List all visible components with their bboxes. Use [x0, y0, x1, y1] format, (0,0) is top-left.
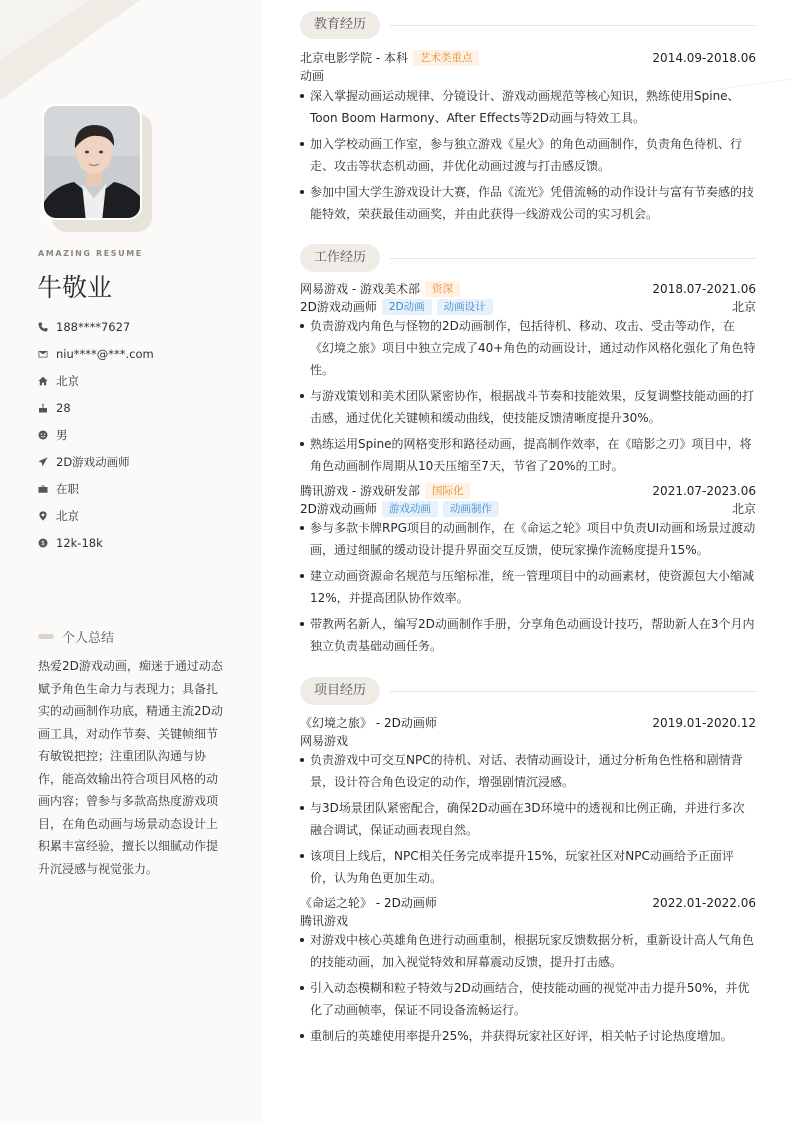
- person-icon: [38, 430, 56, 440]
- list-item: 重制后的英雄使用率提升25%，并获得玩家社区好评，相关帖子讨论热度增加。: [300, 1025, 756, 1047]
- school-badge: 艺术类重点: [413, 50, 480, 66]
- info-age: [38, 394, 248, 421]
- list-item: 负责游戏中可交互NPC的待机、对话、表情动画设计，通过分析角色性格和剧情背景，设计符合角色设定的动作，增强剧情沉浸感。: [300, 749, 756, 793]
- job-2-city: 北京: [731, 502, 756, 516]
- info-salary: [38, 529, 248, 556]
- education-date: 2014.09-2018.06: [652, 50, 756, 65]
- summary-bar-decoration: [38, 634, 54, 639]
- job-2-role-row: [300, 500, 756, 517]
- briefcase-icon: [38, 484, 56, 494]
- list-item: 加入学校动画工作室，参与独立游戏《星火》的角色动画制作，负责角色待机、行走、攻击等状态机动画，并优化动画过渡与打击感反馈。: [300, 133, 756, 177]
- project-2-name: 《命运之轮》 - 2D动画师: [300, 896, 437, 910]
- info-phone: [38, 313, 248, 340]
- project-1-org: 网易游戏: [300, 734, 349, 748]
- job-1-role-row: [300, 298, 756, 315]
- list-item: 负责游戏内角色与怪物的2D动画制作，包括待机、移动、攻击、受击等动作，在《幻境之旅》项目中独立完成了40+角色的动画设计，通过动作风格化强化了角色特性。: [300, 315, 756, 381]
- project-2-bullets: [300, 929, 756, 1051]
- project-2-org: 腾讯游戏: [300, 914, 349, 928]
- list-item: 深入掌握动画运动规律、分镜设计、游戏动画规范等核心知识，熟练使用Spine、Toon Boom Harmony、After Effects等2D动画与特效工具。: [300, 85, 756, 129]
- info-gender: [38, 421, 248, 448]
- project-1-org-row: [300, 732, 756, 749]
- project-1-bullets: [300, 749, 756, 893]
- job-1-city: 北京: [731, 300, 756, 314]
- job-2-tag: 动画制作: [443, 501, 499, 517]
- job-1-tag: 2D动画: [382, 299, 432, 315]
- sidebar: [0, 0, 262, 1123]
- list-item: 引入动态模糊和粒子特效与2D动画结合，使技能动画的视觉冲击力提升50%，并优化了动画帧率，保证不同设备流畅运行。: [300, 977, 756, 1021]
- resume-tagline: AMAZING RESUME: [38, 249, 143, 258]
- job-2-company: 腾讯游戏 - 游戏研发部: [300, 484, 420, 498]
- summary-header: [38, 627, 114, 646]
- info-status: [38, 475, 248, 502]
- status-text: 在职: [56, 481, 79, 496]
- salary-text: 12k-18k: [56, 535, 103, 550]
- job-2-date: 2021.07-2023.06: [652, 483, 756, 498]
- work-section-header: [300, 244, 756, 272]
- section-divider: [390, 691, 756, 692]
- education-major-row: [300, 67, 756, 84]
- list-item: 该项目上线后，NPC相关任务完成率提升15%，玩家社区对NPC动画给予正面评价，认为角色更加生动。: [300, 845, 756, 889]
- age-text: 28: [56, 400, 71, 415]
- job-2-bullets: [300, 517, 756, 661]
- projects-section-header: [300, 677, 756, 705]
- list-item: 与3D场景团队紧密配合，确保2D动画在3D环境中的透视和比例正确，并进行多次融合调试，保证动画表现自然。: [300, 797, 756, 841]
- school-name: 北京电影学院 - 本科: [300, 51, 408, 65]
- job-2-role: 2D游戏动画师: [300, 502, 377, 516]
- section-divider: [390, 258, 756, 259]
- info-email: [38, 340, 248, 367]
- email-text: niu****@***.com: [56, 346, 154, 361]
- job-1-bullets: [300, 315, 756, 481]
- corner-decoration-inner: [0, 0, 90, 60]
- job-2-row: [300, 482, 756, 499]
- phone-icon: [38, 322, 56, 332]
- summary-title: 个人总结: [62, 631, 115, 646]
- list-item: 参与多款卡牌RPG项目的动画制作，在《命运之轮》项目中负责UI动画和场景过渡动画，通过细腻的缓动设计提升界面交互反馈，使玩家操作流畅度提升15%。: [300, 517, 756, 561]
- phone-text: 188****7627: [56, 319, 131, 334]
- list-item: 熟练运用Spine的网格变形和路径动画，提高制作效率，在《暗影之刃》项目中，将角色动画制作周期从10天压缩至7天，节省了20%的工时。: [300, 433, 756, 477]
- mail-icon: [38, 349, 56, 359]
- project-1-date: 2019.01-2020.12: [652, 715, 756, 730]
- location-pin-icon: [38, 511, 56, 521]
- project-1-name: 《幻境之旅》 - 2D动画师: [300, 716, 437, 730]
- personal-info-list: [38, 313, 248, 556]
- svg-text:$: $: [41, 539, 45, 547]
- education-section-title: 教育经历: [300, 11, 380, 39]
- job-1-badge: 资深: [425, 281, 460, 297]
- location-text: 北京: [56, 508, 79, 523]
- candidate-name: 牛敬业: [37, 273, 113, 302]
- list-item: 建立动画资源命名规范与压缩标准，统一管理项目中的动画素材，使资源包大小缩减12%，并提高团队协作效率。: [300, 565, 756, 609]
- position-text: 2D游戏动画师: [56, 454, 130, 469]
- home-icon: [38, 376, 56, 386]
- education-row: [300, 49, 756, 66]
- project-1-row: [300, 714, 756, 731]
- job-1-role: 2D游戏动画师: [300, 300, 377, 314]
- info-hometown: [38, 367, 248, 394]
- job-1-date: 2018.07-2021.06: [652, 281, 756, 296]
- hometown-text: 北京: [56, 373, 79, 388]
- projects-section-title: 项目经历: [300, 677, 380, 705]
- summary-text: 热爱2D游戏动画，痴迷于通过动态赋予角色生命力与表现力；具备扎实的动画制作功底，精通主流2D动画工具，对动作节奏、关键帧细节有敏锐把控；注重团队沟通与协作，能高效输出符合项目风格的动画内容；曾参与多款高热度游戏项目，在角色动画与场景动态设计上积累丰富经验，擅长以细腻动作提升沉浸感与视觉张力。: [38, 659, 223, 876]
- info-location: [38, 502, 248, 529]
- send-icon: [38, 457, 56, 467]
- education-major: 动画: [300, 69, 325, 83]
- list-item: 与游戏策划和美术团队紧密协作，根据战斗节奏和技能效果，反复调整技能动画的打击感，通过优化关键帧和缓动曲线，使技能反馈清晰度提升30%。: [300, 385, 756, 429]
- project-2-org-row: [300, 912, 756, 929]
- job-2-tag: 游戏动画: [382, 501, 438, 517]
- gender-text: 男: [56, 427, 68, 442]
- section-divider: [390, 25, 756, 26]
- coin-icon: [38, 538, 56, 548]
- education-bullets: [300, 85, 756, 229]
- work-section-title: 工作经历: [300, 244, 380, 272]
- list-item: 带教两名新人，编写2D动画制作手册，分享角色动画设计技巧，帮助新人在3个月内独立负责基础动画任务。: [300, 613, 756, 657]
- list-item: 对游戏中核心英雄角色进行动画重制，根据玩家反馈数据分析，重新设计高人气角色的技能动画，加入视觉特效和屏幕震动反馈，提升打击感。: [300, 929, 756, 973]
- profile-photo: [42, 104, 142, 220]
- list-item: 参加中国大学生游戏设计大赛，作品《流光》凭借流畅的动作设计与富有节奏感的技能特效，荣获最佳动画奖，并由此获得一线游戏公司的实习机会。: [300, 181, 756, 225]
- job-2-badge: 国际化: [425, 483, 471, 499]
- project-2-date: 2022.01-2022.06: [652, 895, 756, 910]
- job-1-row: [300, 280, 756, 297]
- job-1-tag: 动画设计: [437, 299, 493, 315]
- education-section-header: [300, 11, 756, 39]
- cake-icon: [38, 403, 56, 413]
- job-1-company: 网易游戏 - 游戏美术部: [300, 282, 420, 296]
- info-position: [38, 448, 248, 475]
- project-2-row: [300, 894, 756, 911]
